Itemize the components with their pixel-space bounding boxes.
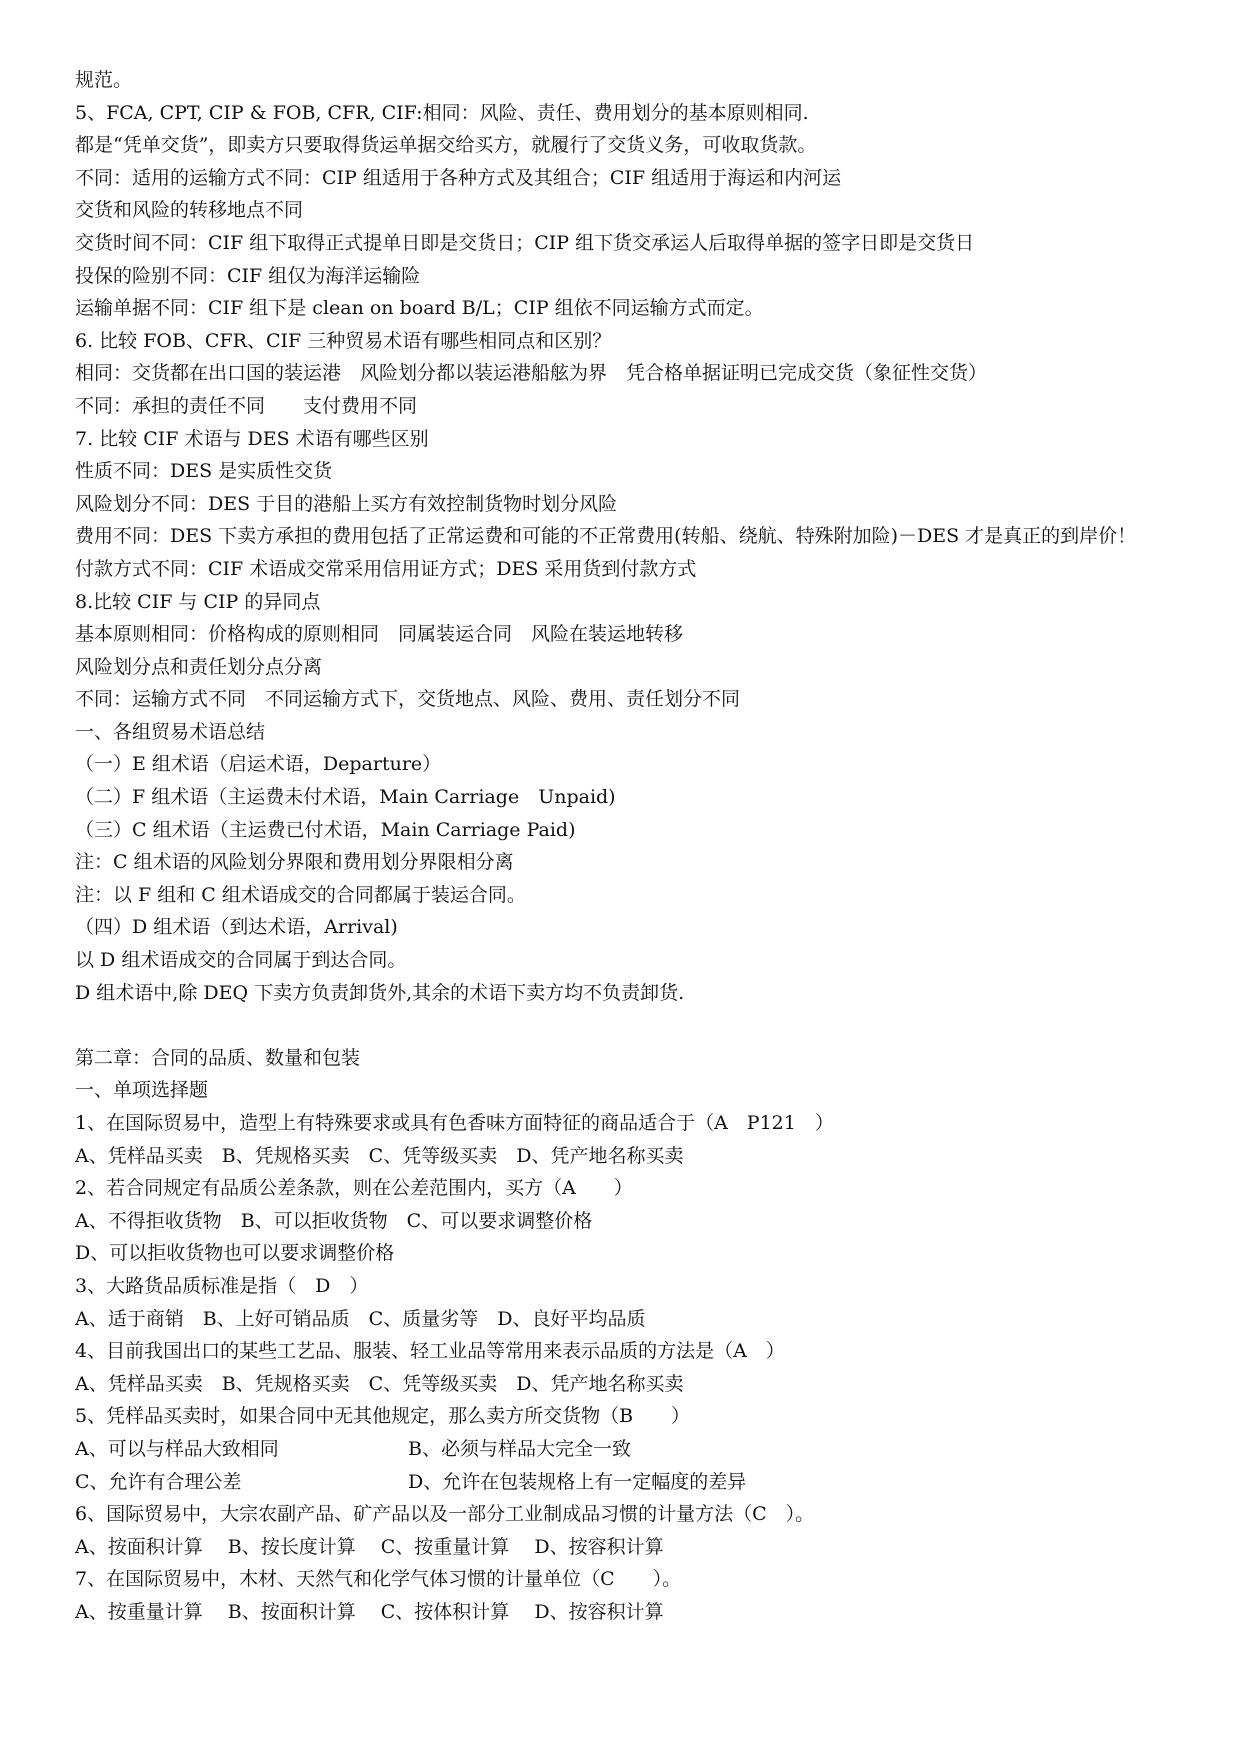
section-subtitle: 一、单项选择题 xyxy=(75,1079,209,1102)
option-text: C、允许有合理公差 xyxy=(75,1470,242,1493)
text-line: （三）C 组术语（主运费已付术语，Main Carriage Paid) xyxy=(75,818,576,841)
question-line: A、按重量计算 B、按面积计算 C、按体积计算 D、按容积计算 xyxy=(75,1600,664,1623)
option-text: A、可以与样品大致相同 xyxy=(75,1437,279,1460)
text-line: 一、各组贸易术语总结 xyxy=(75,720,266,743)
text-line: 不同：承担的责任不同 支付费用不同 xyxy=(75,394,418,417)
section-trade-terms xyxy=(75,64,1185,1009)
question-line: 4、目前我国出口的某些工艺品、服装、轻工业品等常用来表示品质的方法是（A ） xyxy=(75,1340,785,1363)
text-line: 付款方式不同：CIF 术语成交常采用信用证方式；DES 采用货到付款方式 xyxy=(75,557,697,580)
question-list-continued xyxy=(75,1498,1185,1628)
question-line: 7、在国际贸易中，木材、天然气和化学气体习惯的计量单位（C ）。 xyxy=(75,1568,682,1591)
question-line: A、适于商销 B、上好可销品质 C、质量劣等 D、良好平均品质 xyxy=(75,1307,646,1330)
text-line: （二）F 组术语（主运费未付术语，Main Carriage Unpaid) xyxy=(75,786,616,809)
text-line: 投保的险别不同：CIF 组仅为海洋运输险 xyxy=(75,264,421,287)
question-list xyxy=(75,1107,1185,1433)
text-line: （一）E 组术语（启运术语，Departure） xyxy=(75,753,442,776)
question-line: 3、大路货品质标准是指（ D ） xyxy=(75,1274,369,1297)
text-line: 费用不同：DES 下卖方承担的费用包括了正常运费和可能的不正常费用(转船、绕航、特殊附加险)－DES 才是真正的到岸价！ xyxy=(75,525,1137,548)
option-row xyxy=(75,1433,1185,1466)
blank-line xyxy=(75,1009,1185,1042)
question-line: 5、凭样品买卖时，如果合同中无其他规定，那么卖方所交货物（B ） xyxy=(75,1405,691,1428)
text-line: 6. 比较 FOB、CFR、CIF 三种贸易术语有哪些相同点和区别？ xyxy=(75,329,612,352)
question-line: 2、若合同规定有品质公差条款，则在公差范围内，买方（A ） xyxy=(75,1177,633,1200)
text-line: 注：C 组术语的风险划分界限和费用划分界限相分离 xyxy=(75,851,514,874)
question-line: A、凭样品买卖 B、凭规格买卖 C、凭等级买卖 D、凭产地名称买卖 xyxy=(75,1372,684,1395)
text-line: 注：以 F 组和 C 组术语成交的合同都属于装运合同。 xyxy=(75,883,526,906)
text-line: （四）D 组术语（到达术语，Arrival) xyxy=(75,916,398,939)
question-line: A、不得拒收货物 B、可以拒收货物 C、可以要求调整价格 xyxy=(75,1209,593,1232)
question-line: A、凭样品买卖 B、凭规格买卖 C、凭等级买卖 D、凭产地名称买卖 xyxy=(75,1144,684,1167)
text-line: 交货时间不同：CIF 组下取得正式提单日即是交货日；CIP 组下货交承运人后取得单据的签字日即是交货日 xyxy=(75,231,975,254)
chapter-title: 第二章：合同的品质、数量和包装 xyxy=(75,1046,361,1069)
text-line: 性质不同：DES 是实质性交货 xyxy=(75,460,333,483)
question-line: D、可以拒收货物也可以要求调整价格 xyxy=(75,1242,395,1265)
text-line: 都是“凭单交货”，即卖方只要取得货运单据交给买方，就履行了交货义务，可收取货款。 xyxy=(75,134,817,157)
text-line: 交货和风险的转移地点不同 xyxy=(75,199,304,222)
question-line: 6、国际贸易中，大宗农副产品、矿产品以及一部分工业制成品习惯的计量方法（C ）。 xyxy=(75,1503,815,1526)
text-line: 运输单据不同：CIF 组下是 clean on board B/L；CIP 组依不同运输方式而定。 xyxy=(75,297,764,320)
text-line: 风险划分不同：DES 于目的港船上买方有效控制货物时划分风险 xyxy=(75,492,618,515)
option-row xyxy=(75,1466,1185,1499)
text-line: 8.比较 CIF 与 CIP 的异同点 xyxy=(75,590,321,613)
text-line: 5、FCA, CPT, CIP & FOB, CFR, CIF:相同：风险、责任、费用划分的基本原则相同. xyxy=(75,101,809,124)
text-line: 不同：适用的运输方式不同：CIP 组适用于各种方式及其组合；CIF 组适用于海运和内河运 xyxy=(75,166,842,189)
text-line: 风险划分点和责任划分点分离 xyxy=(75,655,323,678)
question-line: A、按面积计算 B、按长度计算 C、按重量计算 D、按容积计算 xyxy=(75,1535,664,1558)
option-text: D、允许在包装规格上有一定幅度的差异 xyxy=(408,1470,747,1493)
question-5-options xyxy=(75,1433,1185,1498)
text-line: D 组术语中,除 DEQ 下卖方负责卸货外,其余的术语下卖方均不负责卸货. xyxy=(75,981,685,1004)
text-line: 以 D 组术语成交的合同属于到达合同。 xyxy=(75,949,407,972)
document-page xyxy=(75,64,1185,1629)
option-text: B、必须与样品大完全一致 xyxy=(408,1437,631,1460)
text-line: 7. 比较 CIF 术语与 DES 术语有哪些区别 xyxy=(75,427,429,450)
text-line: 基本原则相同：价格构成的原则相同 同属装运合同 风险在装运地转移 xyxy=(75,623,684,646)
text-line: 规范。 xyxy=(75,69,133,91)
question-line: 1、在国际贸易中，造型上有特殊要求或具有色香味方面特征的商品适合于（A P121 ） xyxy=(75,1112,834,1134)
text-line: 相同：交货都在出口国的装运港 风险划分都以装运港船舷为界 凭合格单据证明已完成交货（象征性交货） xyxy=(75,362,988,385)
text-line: 不同：运输方式不同 不同运输方式下，交货地点、风险、费用、责任划分不同 xyxy=(75,688,741,711)
